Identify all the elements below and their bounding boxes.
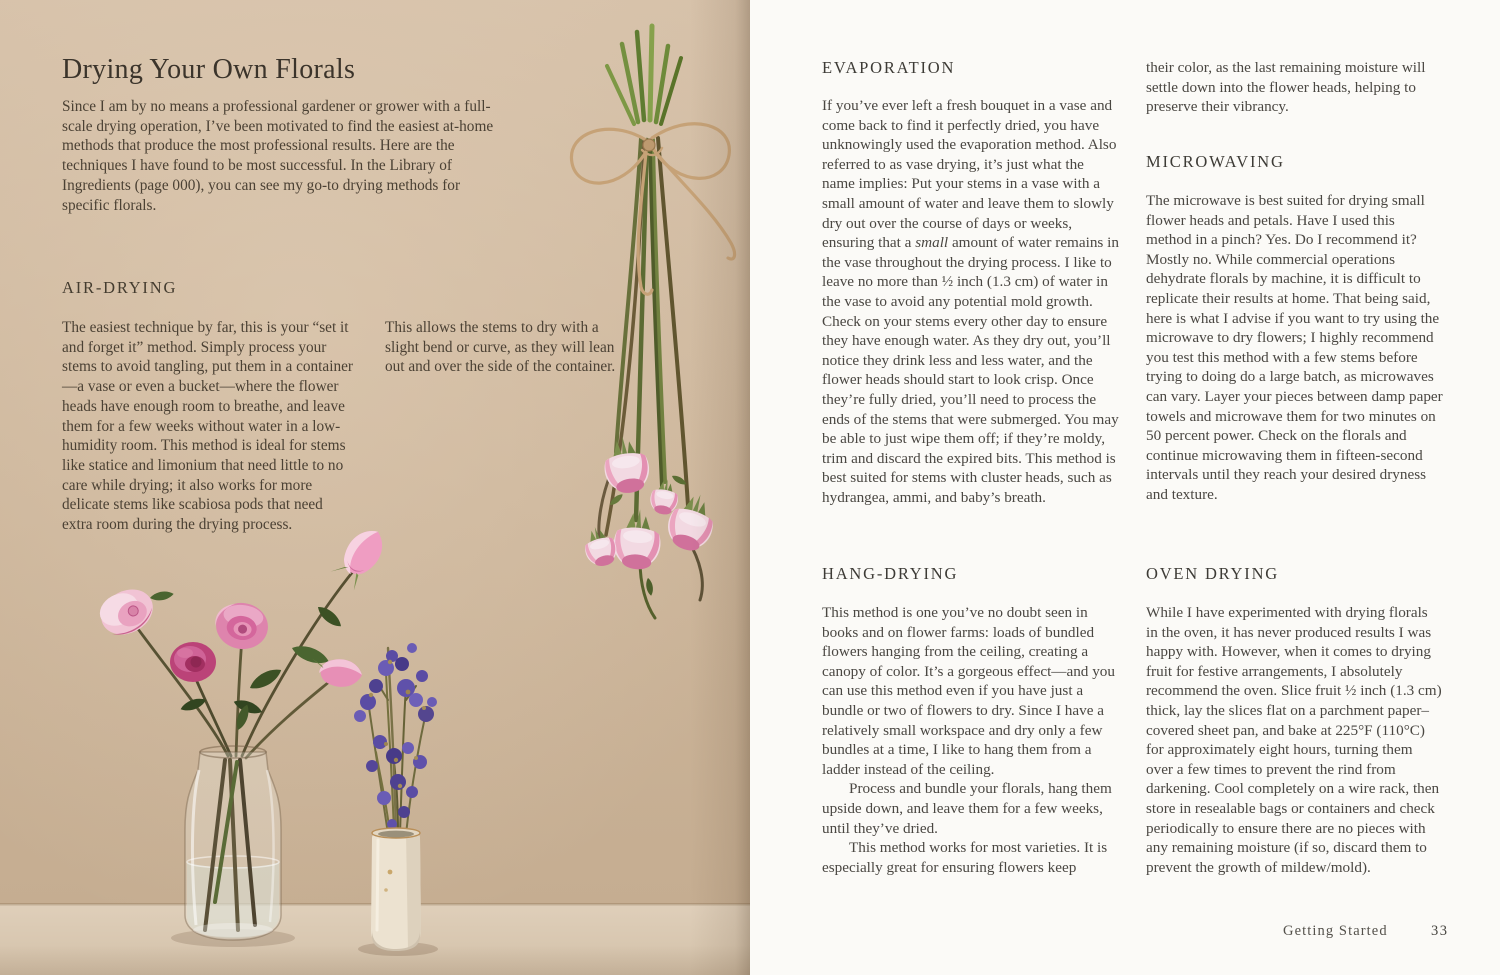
photo-note-paragraph: This allows the stems to dry with a slight bend or curve, as they will lean out and over the side of the container. xyxy=(385,319,616,376)
hang-drying-para-2: Process and bundle your florals, hang them upside down, and leave them for a few weeks, until they’ve dried. xyxy=(822,780,1112,837)
page-gutter-shadow xyxy=(690,0,750,975)
ceramic-vase xyxy=(371,828,421,951)
right-page xyxy=(750,0,1500,975)
running-footer-section: Getting Started xyxy=(1283,923,1388,939)
evaporation-text-1: If you’ve ever left a fresh bouquet in a vase and come back to find it perfectly dried, you have unknowingly used the evaporation method. Also referred to as vase drying, it’s just what the name implies: Put your stems in a vase with a small amount of water and leave them to slowly dry out over the course of days or weeks, ensuring that a xyxy=(822,97,1117,252)
hang-drying-continuation: their color, as the last remaining moisture will settle down into the flower heads, helping to preserve their vibrancy. xyxy=(1146,59,1426,116)
oven-drying-paragraph: While I have experimented with drying florals in the oven, it has never produced results I was happy with. However, when it comes to drying fruit for festive arrangements, I absolutely recommend the oven. Slice fruit ½ inch (1.3 cm) thick, lay the slices flat on a parchment paper–covered sheet pan, and bake at 225°F (110°C) for approximately eight hours, turning them over a few times to prevent the rind from darkening. Cool completely on a wire rack, then store in resealable bags or containers and check periodically to ensure there are no pieces with any remaining moisture (if so, discard them to prevent the growth of mildew/mold). xyxy=(1146,604,1442,876)
microwaving-paragraph: The microwave is best suited for drying small flower heads and petals. Have I used this method in a pinch? Yes. Do I recommend it? Mostly no. While commercial operations dehydrate florals by machine, it is difficult to replicate their results at home. That being said, here is what I advise if you want to try using the microwave to dry flowers; I highly recommend you test this method with a few stems before trying to doing do a large batch, as microwaves can vary. Layer your pieces between damp paper towels and microwave them for two minutes on 50 percent power. Check on the florals and continue microwaving them in fifteen-second intervals until they reach your desired dryness and texture. xyxy=(1146,192,1443,503)
evaporation-heading: EVAPORATION xyxy=(822,58,956,77)
evaporation-paragraph xyxy=(822,96,1119,507)
hang-drying-heading: HANG-DRYING xyxy=(822,564,959,583)
evaporation-italic: small xyxy=(915,234,949,252)
page-title: Drying Your Own Florals xyxy=(62,54,356,85)
hang-drying-para-1: This method is one you’ve no doubt seen in books and on flower farms: loads of bundled flowers hanging from the ceiling, creating a canopy of color. It’s a gorgeous effect—and you can use this method even if you have just a bundle or two of flowers to dry. Since I have a relatively small workspace and dry only a few bundles at a time, I like to hang them from a ladder instead of the ceiling. xyxy=(822,604,1115,778)
hang-drying-paragraphs xyxy=(822,603,1119,877)
hang-drying-para-3: This method works for most varieties. It is especially great for ensuring flowers keep xyxy=(822,839,1108,876)
page-number: 33 xyxy=(1431,923,1449,939)
intro-paragraph: Since I am by no means a professional gardener or grower with a full-scale drying operation, I’ve been motivated to find the easiest at-home methods that produce the most professional results. Here are the techniques I have found to be most successful. In the Library of Ingredients (page 000), you can see my go-to drying methods for specific florals. xyxy=(62,98,494,214)
glass-vase xyxy=(185,746,281,940)
air-drying-paragraph: The easiest technique by far, this is your “set it and forget it” method. Simply process your stems to avoid tangling, put them in a container—a vase or even a bucket—where the flower heads have enough room to breathe, and leave them for a few weeks without water in a low-humidity room. This method is ideal for stems like statice and limonium that need little to no care while drying; it also works for more delicate stems like scabiosa pods that need extra room during the drying process. xyxy=(62,319,354,534)
oven-drying-heading: OVEN DRYING xyxy=(1146,564,1280,583)
air-drying-heading: AIR-DRYING xyxy=(62,278,178,297)
evaporation-text-2: amount of water remains in the vase throughout the drying process. I like to leave no more than ½ inch (1.3 cm) of water in the vase to avoid any potential mold growth. Check on your stems every other day to ensure they have enough water. As they dry out, you’ll notice they drink less and less water, and the flower heads should start to look crisp. Once they’re fully dried, you’ll need to process the ends of the stems that were submerged. You may be able to just wipe them off; if they’re moldy, trim and discard the expired bits. This method is best suited for stems with cluster heads, such as hydrangea, ammi, and baby’s breath. xyxy=(822,234,1119,506)
microwaving-heading: MICROWAVING xyxy=(1146,152,1285,171)
